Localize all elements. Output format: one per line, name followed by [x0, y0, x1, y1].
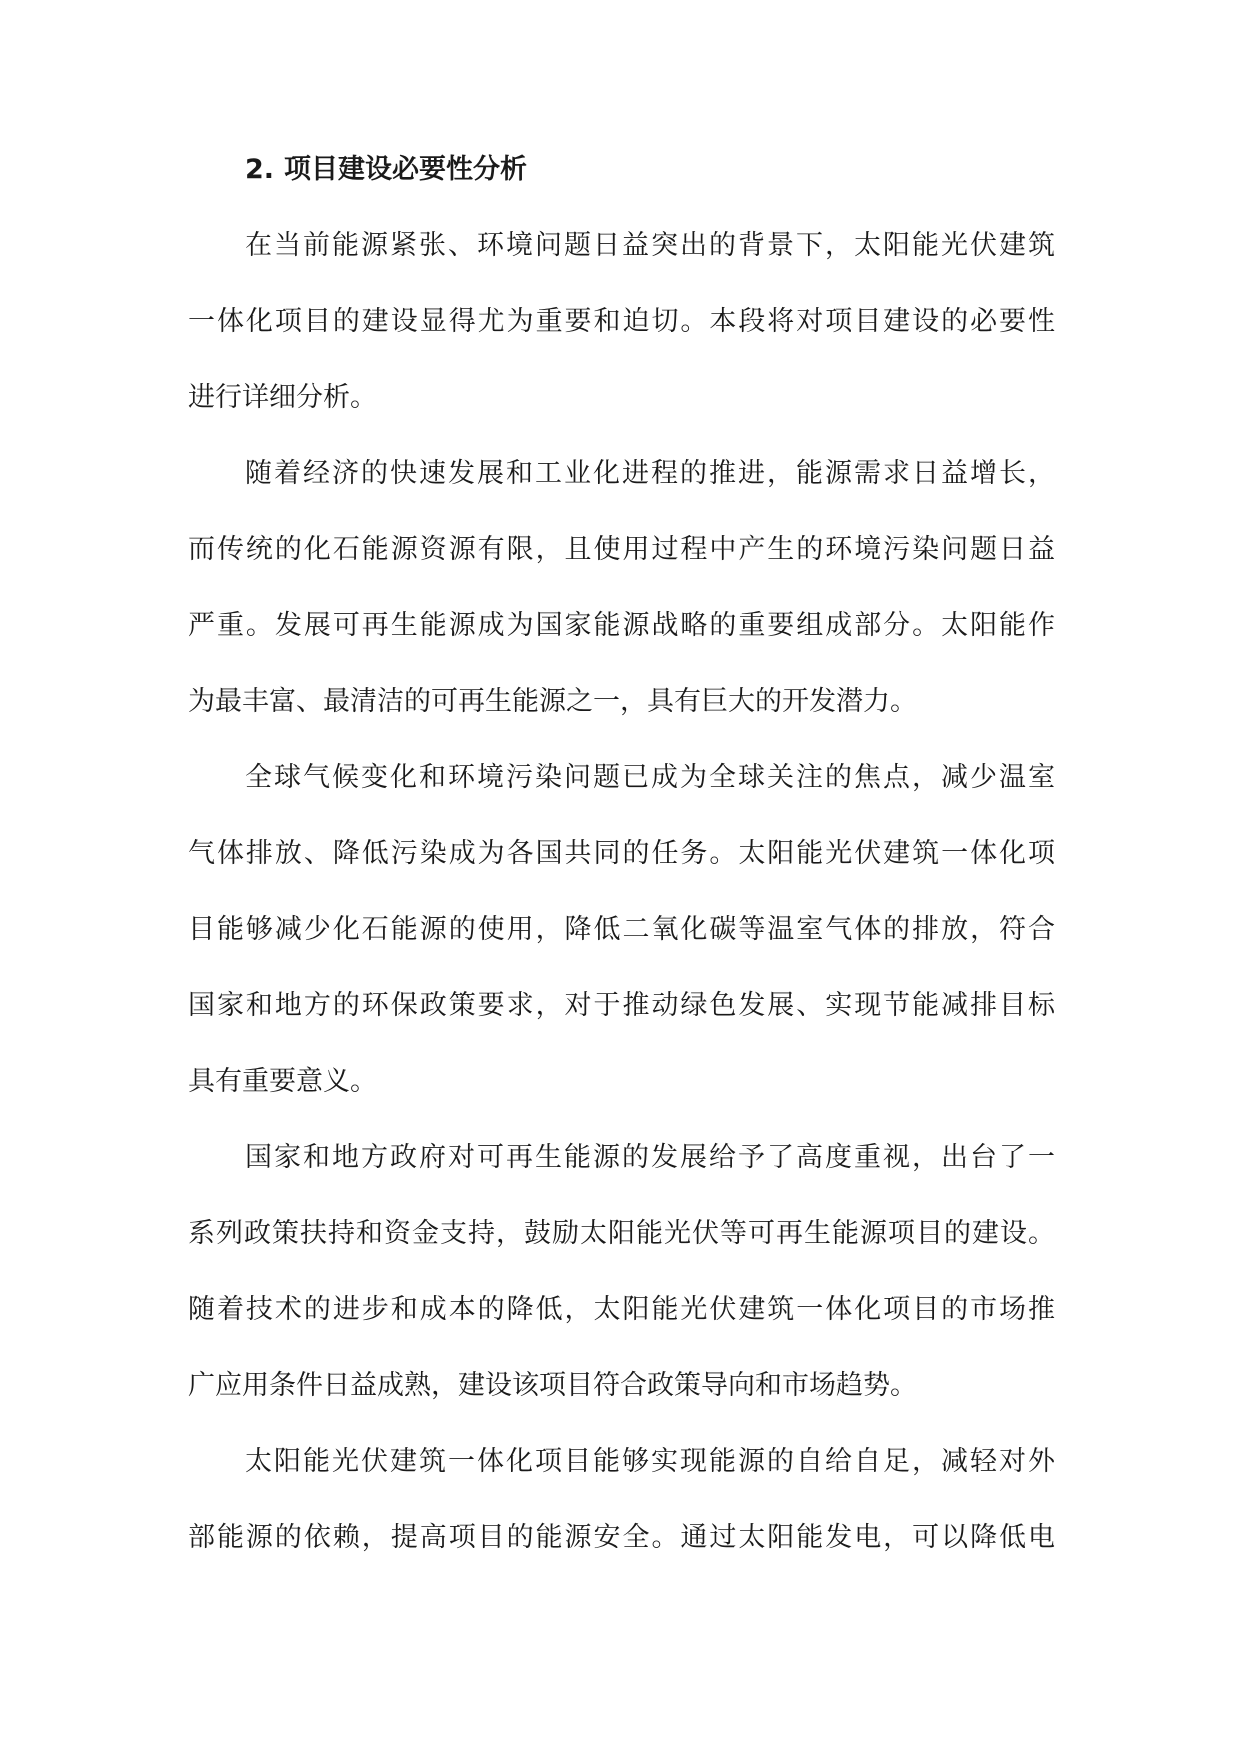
paragraph-line: 国家和地方的环保政策要求，对于推动绿色发展、实现节能减排目标 — [188, 990, 1055, 1021]
paragraph-line: 而传统的化石能源资源有限，且使用过程中产生的环境污染问题日益 — [188, 534, 1055, 565]
paragraph-line: 在当前能源紧张、环境问题日益突出的背景下，太阳能光伏建筑 — [245, 230, 1055, 261]
paragraph-line: 为最丰富、最清洁的可再生能源之一，具有巨大的开发潜力。 — [188, 686, 917, 717]
paragraph-line: 随着经济的快速发展和工业化进程的推进，能源需求日益增长， — [245, 458, 1055, 489]
paragraph-line: 全球气候变化和环境污染问题已成为全球关注的焦点，减少温室 — [245, 762, 1055, 793]
section-number: 2. — [245, 154, 275, 185]
paragraph-line: 部能源的依赖，提高项目的能源安全。通过太阳能发电，可以降低电 — [188, 1522, 1055, 1553]
paragraph-line: 随着技术的进步和成本的降低，太阳能光伏建筑一体化项目的市场推 — [188, 1294, 1055, 1325]
paragraph-line: 国家和地方政府对可再生能源的发展给予了高度重视，出台了一 — [245, 1142, 1055, 1173]
paragraph-line: 气体排放、降低污染成为各国共同的任务。太阳能光伏建筑一体化项 — [188, 838, 1055, 869]
section-title: 项目建设必要性分析 — [284, 154, 528, 185]
paragraph-line: 一体化项目的建设显得尤为重要和迫切。本段将对项目建设的必要性 — [188, 306, 1055, 337]
paragraph-line: 进行详细分析。 — [188, 382, 377, 413]
section-heading — [245, 150, 527, 190]
paragraph-line: 广应用条件日益成熟，建设该项目符合政策导向和市场趋势。 — [188, 1370, 917, 1401]
paragraph-line: 目能够减少化石能源的使用，降低二氧化碳等温室气体的排放，符合 — [188, 914, 1055, 945]
paragraph-line: 太阳能光伏建筑一体化项目能够实现能源的自给自足，减轻对外 — [245, 1446, 1055, 1477]
paragraph-line: 严重。发展可再生能源成为国家能源战略的重要组成部分。太阳能作 — [188, 610, 1055, 641]
paragraph-line: 系列政策扶持和资金支持，鼓励太阳能光伏等可再生能源项目的建设。 — [188, 1218, 1055, 1249]
paragraph-line: 具有重要意义。 — [188, 1066, 377, 1097]
